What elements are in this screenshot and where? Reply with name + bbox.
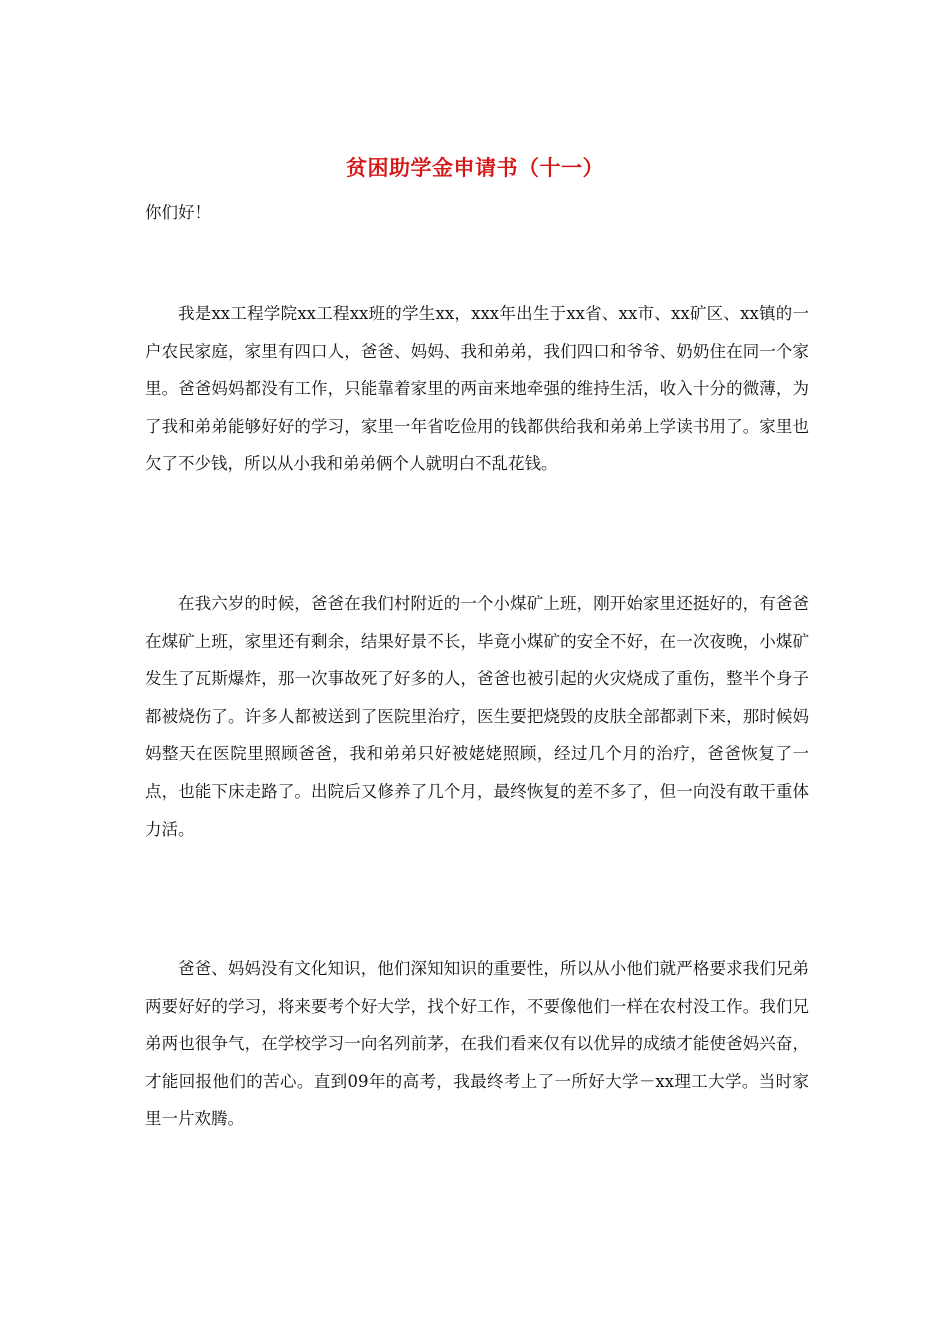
body-paragraph-1: 我是xx工程学院xx工程xx班的学生xx，xxx年出生于xx省、xx市、xx矿区、xx镇的一户农民家庭，家里有四口人，爸爸、妈妈、我和弟弟，我们四口和爷爷、奶奶住在同一个家里。爸爸妈妈都没有工作，只能靠着家里的两亩来地牵强的维持生活，收入十分的微薄，为了我和弟弟能够好好的学习，家里一年省吃俭用的钱都供给我和弟弟上学读书用了。家里也欠了不少钱，所以从小我和弟弟俩个人就明白不乱花钱。 [145,304,809,474]
body-paragraph-2: 在我六岁的时候，爸爸在我们村附近的一个小煤矿上班，刚开始家里还挺好的，有爸爸在煤矿上班，家里还有剩余，结果好景不长，毕竟小煤矿的安全不好，在一次夜晚，小煤矿发生了瓦斯爆炸，那一次事故死了好多的人，爸爸也被引起的火灾烧成了重伤，整半个身子都被烧伤了。许多人都被送到了医院里治疗，医生要把烧毁的皮肤全部都剥下来，那时候妈妈整天在医院里照顾爸爸，我和弟弟只好被姥姥照顾，经过几个月的治疗，爸爸恢复了一点，也能下床走路了。出院后又修养了几个月，最终恢复的差不多了，但一向没有敢干重体力活。 [145,594,809,839]
body-paragraph-3: 爸爸、妈妈没有文化知识，他们深知知识的重要性，所以从小他们就严格要求我们兄弟两要好好的学习，将来要考个好大学，找个好工作，不要像他们一样在农村没工作。我们兄弟两也很争气，在学校学习一向名列前茅，在我们看来仅有以优异的成绩才能使爸妈兴奋，才能回报他们的苦心。直到09年的高考，我最终考上了一所好大学－xx理工大学。当时家里一片欢腾。 [145,959,809,1129]
greeting-line: 你们好！ [145,203,211,222]
document-title: 贫困助学金申请书（十一） [346,155,604,180]
